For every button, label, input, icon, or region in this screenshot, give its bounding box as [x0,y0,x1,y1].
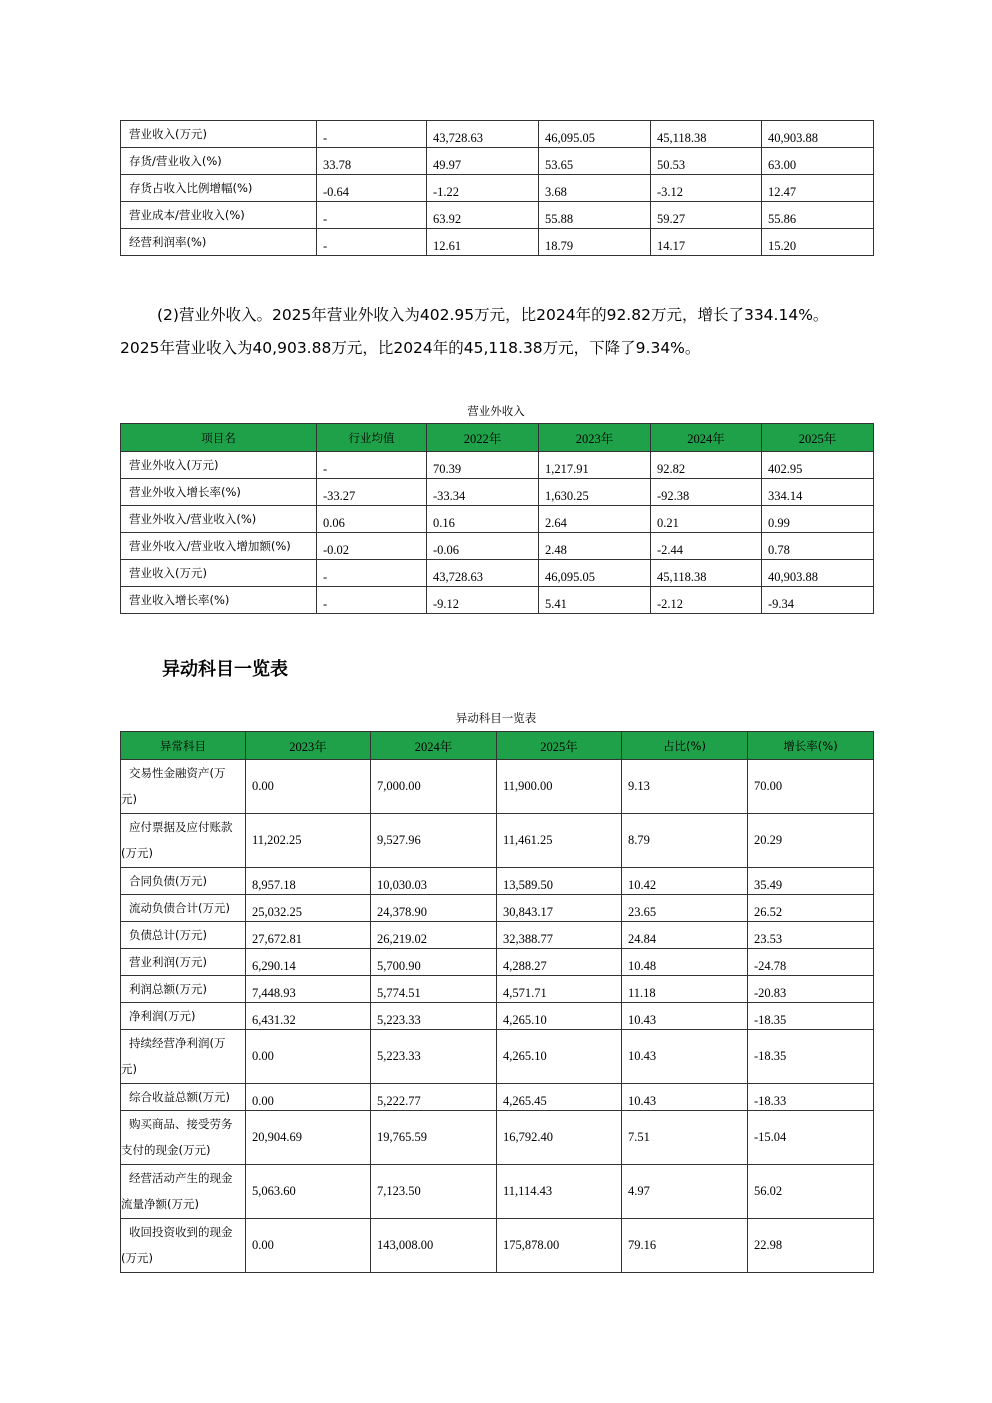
row-label: 营业外收入(万元) [121,452,317,479]
table-cell: 5,700.90 [371,949,497,976]
table-cell: 402.95 [762,452,874,479]
table-cell: 12.61 [427,229,539,256]
row-label: 净利润(万元) [121,1003,246,1030]
row-label [121,814,246,868]
table-cell: 13,589.50 [497,868,622,895]
table-cell: 40,903.88 [762,121,874,148]
table-cell: - [317,202,427,229]
column-header: 2023年 [246,732,371,760]
row-label: 营业外收入/营业收入增加额(%) [121,533,317,560]
table-cell: 9,527.96 [371,814,497,868]
table-cell: 26.52 [748,895,874,922]
table-cell: 20.29 [748,814,874,868]
table-cell: 35.49 [748,868,874,895]
table-cell: 7,000.00 [371,760,497,814]
table-cell: 53.65 [539,148,651,175]
table-cell: 79.16 [622,1219,748,1273]
table-cell: 5.41 [539,587,651,614]
table-cell: -20.83 [748,976,874,1003]
table-cell: -33.27 [317,479,427,506]
table-cell: -24.78 [748,949,874,976]
table-cell: 23.53 [748,922,874,949]
column-header: 2025年 [497,732,622,760]
row-label: 营业收入增长率(%) [121,587,317,614]
table-cell: 11.18 [622,976,748,1003]
table-row [121,1003,874,1030]
table-row [121,560,874,587]
table-cell: - [317,229,427,256]
table-cell: 6,290.14 [246,949,371,976]
table-cell: 30,843.17 [497,895,622,922]
table-cell: -3.12 [651,175,762,202]
row-label: 营业收入(万元) [121,121,317,148]
table-cell: 7,448.93 [246,976,371,1003]
table-cell: 0.06 [317,506,427,533]
column-header: 2024年 [651,424,762,452]
table-cell: 0.21 [651,506,762,533]
row-label: 存货/营业收入(%) [121,148,317,175]
row-label: 存货占收入比例增幅(%) [121,175,317,202]
table-cell: 43,728.63 [427,560,539,587]
table-cell: 50.53 [651,148,762,175]
table-cell: 3.68 [539,175,651,202]
row-label-line-2: (万元) [121,1251,153,1265]
column-header: 异常科目 [121,732,246,760]
table-cell: 15.20 [762,229,874,256]
table-row [121,949,874,976]
table-cell: 16,792.40 [497,1111,622,1165]
row-label: 综合收益总额(万元) [121,1084,246,1111]
table-row [121,976,874,1003]
table-cell: 334.14 [762,479,874,506]
body-paragraph [120,299,890,365]
table-cell: 0.00 [246,1084,371,1111]
table-row [121,229,874,256]
table-cell: 20,904.69 [246,1111,371,1165]
table-cell: 2.48 [539,533,651,560]
column-header: 2025年 [762,424,874,452]
table-cell: 9.13 [622,760,748,814]
table-cell: 56.02 [748,1165,874,1219]
table-cell: - [317,587,427,614]
table-cell: 63.00 [762,148,874,175]
table-caption-abnormal: 异动科目一览表 [455,711,537,725]
table-cell: 8.79 [622,814,748,868]
table-cell: 92.82 [651,452,762,479]
row-label: 营业收入(万元) [121,560,317,587]
table-cell: 26,219.02 [371,922,497,949]
table-cell: 45,118.38 [651,560,762,587]
table-cell: 14.17 [651,229,762,256]
table-cell: 45,118.38 [651,121,762,148]
row-label [121,1111,246,1165]
table-cell: 40,903.88 [762,560,874,587]
table-cell: -33.34 [427,479,539,506]
section-heading: 异动科目一览表 [162,659,288,680]
table-cell: 0.00 [246,1219,371,1273]
table-cell: -92.38 [651,479,762,506]
table-cell: 1,630.25 [539,479,651,506]
row-label-line-2: 流量净额(万元) [121,1197,199,1211]
table-row [121,1030,874,1084]
table-cell: 0.00 [246,760,371,814]
table-row [121,1084,874,1111]
table-cell: 59.27 [651,202,762,229]
column-header: 项目名 [121,424,317,452]
row-label-line-2: 元) [121,792,137,806]
table-cell: - [317,121,427,148]
table-cell: 10,030.03 [371,868,497,895]
table-cell: -1.22 [427,175,539,202]
table-cell: 4.97 [622,1165,748,1219]
row-label-line-1: 持续经营净利润(万 [129,1036,226,1050]
table-row [121,452,874,479]
table-cell: 4,265.10 [497,1003,622,1030]
column-header: 增长率(%) [748,732,874,760]
table-cell: 4,265.45 [497,1084,622,1111]
table-row [121,760,874,814]
table-cell: 11,114.43 [497,1165,622,1219]
column-header: 行业均值 [317,424,427,452]
row-label-line-2: (万元) [121,846,153,860]
table-cell: -18.33 [748,1084,874,1111]
paragraph-line-2: 2025年营业收入为40,903.88万元，比2024年的45,118.38万元，下降了9.34%。 [120,339,701,357]
table-cell: 43,728.63 [427,121,539,148]
table-cell: 1,217.91 [539,452,651,479]
row-label [121,1165,246,1219]
table-cell: 27,672.81 [246,922,371,949]
row-label-line-1: 应付票据及应付账款 [129,820,233,834]
row-label: 合同负债(万元) [121,868,246,895]
row-label: 负债总计(万元) [121,922,246,949]
non-operating-income-table [120,423,874,614]
table-row [121,148,874,175]
table-cell: 10.42 [622,868,748,895]
table-cell: -18.35 [748,1003,874,1030]
table-cell: 24.84 [622,922,748,949]
table-cell: 10.43 [622,1003,748,1030]
table-caption-non-operating: 营业外收入 [467,404,525,418]
table-cell: -15.04 [748,1111,874,1165]
table-cell: -0.64 [317,175,427,202]
header-row [121,732,874,760]
row-label: 经营利润率(%) [121,229,317,256]
table-row [121,814,874,868]
row-label-line-1: 收回投资收到的现金 [129,1225,233,1239]
abnormal-items-table [120,731,874,1273]
table-cell: 5,222.77 [371,1084,497,1111]
table-cell: 4,265.10 [497,1030,622,1084]
table-cell: 70.39 [427,452,539,479]
table-cell: 55.86 [762,202,874,229]
table-row [121,1111,874,1165]
row-label-line-1: 经营活动产生的现金 [129,1171,233,1185]
table-cell: 33.78 [317,148,427,175]
table-cell: 4,288.27 [497,949,622,976]
column-header: 2023年 [539,424,651,452]
table-cell: 32,388.77 [497,922,622,949]
table-row [121,1219,874,1273]
table-cell: 0.99 [762,506,874,533]
table-cell: -9.34 [762,587,874,614]
table-cell: 11,202.25 [246,814,371,868]
row-label [121,1219,246,1273]
table-row [121,479,874,506]
column-header: 2022年 [427,424,539,452]
table-row [121,533,874,560]
table-cell: 24,378.90 [371,895,497,922]
table-cell: 25,032.25 [246,895,371,922]
table-cell: 4,571.71 [497,976,622,1003]
table-cell: 70.00 [748,760,874,814]
table-row [121,922,874,949]
table-cell: 175,878.00 [497,1219,622,1273]
column-header: 占比(%) [622,732,748,760]
table-cell: 143,008.00 [371,1219,497,1273]
table-cell: -0.06 [427,533,539,560]
table-cell: 63.92 [427,202,539,229]
row-label [121,1030,246,1084]
table-cell: - [317,560,427,587]
table-cell: - [317,452,427,479]
row-label: 营业外收入/营业收入(%) [121,506,317,533]
table-cell: 10.48 [622,949,748,976]
table-cell: 5,223.33 [371,1030,497,1084]
table-cell: 49.97 [427,148,539,175]
table-cell: -9.12 [427,587,539,614]
table-cell: 23.65 [622,895,748,922]
table-cell: 46,095.05 [539,560,651,587]
table-cell: -0.02 [317,533,427,560]
table-cell: 7.51 [622,1111,748,1165]
row-label: 流动负债合计(万元) [121,895,246,922]
row-label: 利润总额(万元) [121,976,246,1003]
row-label: 营业外收入增长率(%) [121,479,317,506]
row-label: 营业成本/营业收入(%) [121,202,317,229]
row-label-line-1: 交易性金融资产(万 [129,766,226,780]
table-cell: 10.43 [622,1030,748,1084]
table-cell: -2.12 [651,587,762,614]
table-cell: 12.47 [762,175,874,202]
table-cell: 0.00 [246,1030,371,1084]
row-label [121,760,246,814]
table-cell: 55.88 [539,202,651,229]
row-label-line-2: 元) [121,1062,137,1076]
table-cell: 46,095.05 [539,121,651,148]
table-row [121,895,874,922]
row-label-line-2: 支付的现金(万元) [121,1143,211,1157]
table-cell: 2.64 [539,506,651,533]
table-cell: 6,431.32 [246,1003,371,1030]
table-cell: 11,461.25 [497,814,622,868]
table-cell: 5,223.33 [371,1003,497,1030]
operating-income-table [120,120,874,256]
table-cell: 0.16 [427,506,539,533]
table-cell: 10.43 [622,1084,748,1111]
row-label-line-1: 购买商品、接受劳务 [129,1117,233,1131]
table-cell: 11,900.00 [497,760,622,814]
table-cell: 8,957.18 [246,868,371,895]
table-row [121,175,874,202]
header-row [121,424,874,452]
table-row [121,1165,874,1219]
paragraph-line-1: (2)营业外收入。2025年营业外收入为402.95万元，比2024年的92.82万元，增长了334.14%。 [157,306,829,324]
table-row [121,506,874,533]
table-cell: 19,765.59 [371,1111,497,1165]
row-label: 营业利润(万元) [121,949,246,976]
column-header: 2024年 [371,732,497,760]
table-cell: 5,774.51 [371,976,497,1003]
table-row [121,202,874,229]
table-row [121,868,874,895]
table-cell: 22.98 [748,1219,874,1273]
table-cell: -2.44 [651,533,762,560]
table-cell: 0.78 [762,533,874,560]
table-row [121,121,874,148]
table-cell: 5,063.60 [246,1165,371,1219]
table-cell: 18.79 [539,229,651,256]
table-cell: -18.35 [748,1030,874,1084]
table-cell: 7,123.50 [371,1165,497,1219]
table-row [121,587,874,614]
